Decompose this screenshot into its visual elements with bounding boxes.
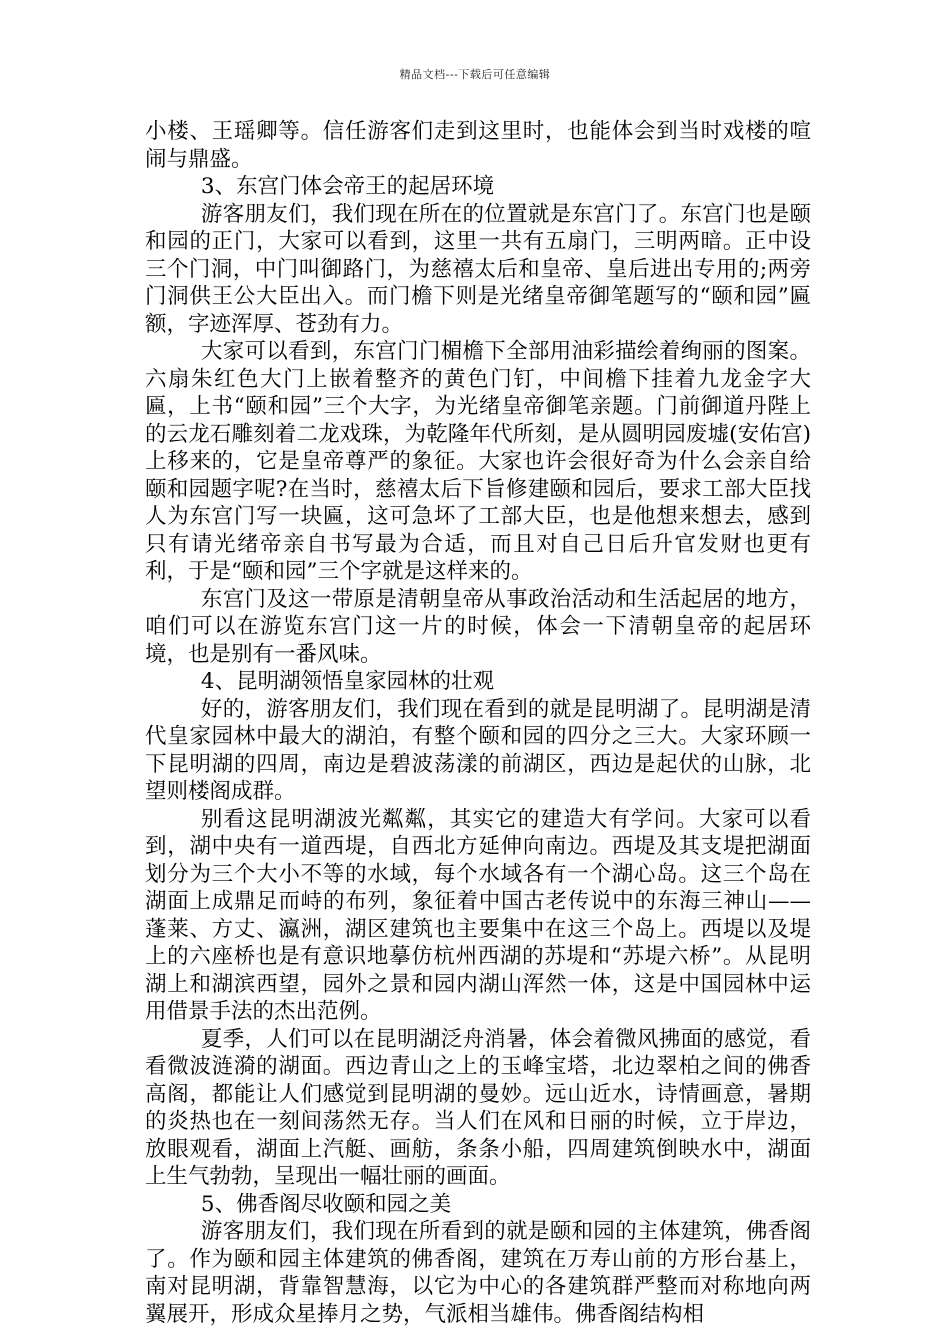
page-header: 精品文档---下载后可任意编辑 (399, 68, 551, 81)
document-body (145, 118, 811, 1328)
section-heading-4: 4、昆明湖领悟皇家园林的壮观 (200, 669, 495, 694)
paragraph-continuation: 小楼、王瑶卿等。信任游客们走到这里时，也能体会到当时戏楼的喧闹与鼎盛。 (145, 119, 811, 172)
paragraph: 好的，游客朋友们，我们现在看到的就是昆明湖了。昆明湖是清代皇家园林中最大的湖泊，有整个颐和园的四分之三大。大家环顾一下昆明湖的四周，南边是碧波荡漾的前湖区，西边是起伏的山脉，北望则楼阁成群。 (145, 696, 811, 804)
paragraph: 游客朋友们，我们现在所在的位置就是东宫门了。东宫门也是颐和园的正门，大家可以看到，这里一共有五扇门，三明两暗。正中设三个门洞，中门叫御路门，为慈禧太后和皇帝、皇后进出专用的;两旁门洞供王公大臣出入。而门檐下则是光绪皇帝御笔题写的“颐和园”匾额，字迹浑厚、苍劲有力。 (145, 201, 811, 337)
paragraph: 别看这昆明湖波光粼粼，其实它的建造大有学问。大家可以看到，湖中央有一道西堤，自西北方延伸向南边。西堤及其支堤把湖面划分为三个大小不等的水域，每个水域各有一个湖心岛。这三个岛在湖面上成鼎足而峙的布列，象征着中国古老传说中的东海三神山——蓬莱、方丈、瀛洲，湖区建筑也主要集中在这三个岛上。西堤以及堤上的六座桥也是有意识地摹仿杭州西湖的苏堤和“苏堤六桥”。从昆明湖上和湖滨西望，园外之景和园内湖山浑然一体，这是中国园林中运用借景手法的杰出范例。 (145, 806, 811, 1024)
section-heading-5: 5、佛香阁尽收颐和园之美 (200, 1191, 452, 1217)
paragraph: 游客朋友们，我们现在所看到的就是颐和园的主体建筑，佛香阁了。作为颐和园主体建筑的佛香阁，建筑在万寿山前的方形台基上，南对昆明湖，背靠智慧海，以它为中心的各建筑群严整而对称地向两翼展开，形成众星捧月之势，气派相当雄伟。佛香阁结构相 (145, 1219, 811, 1327)
paragraph: 东宫门及这一带原是清朝皇帝从事政治活动和生活起居的地方，咱们可以在游览东宫门这一片的时候，体会一下清朝皇帝的起居环境，也是别有一番风味。 (145, 586, 811, 667)
section-heading-3: 3、东宫门体会帝王的起居环境 (200, 174, 495, 199)
paragraph: 大家可以看到，东宫门门楣檐下全部用油彩描绘着绚丽的图案。六扇朱红色大门上嵌着整齐的黄色门钉，中间檐下挂着九龙金字大匾，上书“颐和园”三个大字，为光绪皇帝御笔亲题。门前御道丹陛上的云龙石雕刻着二龙戏珠，为乾隆年代所刻，是从圆明园废墟(安佑宫)上移来的，它是皇帝尊严的象征。大家也许会很好奇为什么会亲自给颐和园题字呢?在当时，慈禧太后下旨修建颐和园后，要求工部大臣找人为东宫门写一块匾，这可急坏了工部大臣，也是他想来想去，感到只有请光绪帝亲自书写最为合适，而且对自己日后升官发财也更有利，于是“颐和园”三个字就是这样来的。 (145, 339, 811, 584)
paragraph: 夏季，人们可以在昆明湖泛舟消暑，体会着微风拂面的感觉，看看微波涟漪的湖面。西边青山之上的玉峰宝塔，北边翠柏之间的佛香高阁，都能让人们感觉到昆明湖的曼妙。远山近水，诗情画意，暑期的炎热也在一刻间荡然无存。当人们在风和日丽的时候，立于岸边，放眼观看，湖面上汽艇、画舫，条条小船，四周建筑倒映水中，湖面上生气勃勃，呈现出一幅壮丽的画面。 (145, 1026, 811, 1189)
